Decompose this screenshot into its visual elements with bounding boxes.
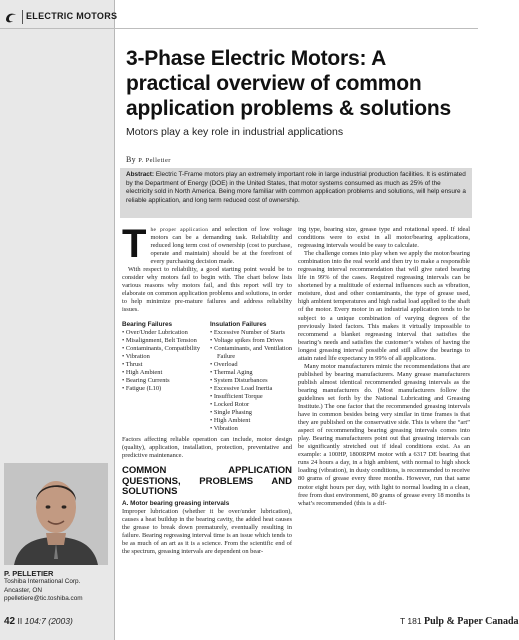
bearing-failures-list [122,321,204,434]
paragraph: Improper lubrication (whether it be over/under lubrication), causes a heat buildup in the bearing cavity, the added heat causes the grease to break down prematurely, eventually resulting in failure. Bearing regreasing interval time is an issue which tends to be as much of an art as it is a science. From the scientific end of the spectrum, greasing intervals are dependent on bear- [122,507,292,556]
list-item: • Bearing Currents [122,376,170,384]
author-company: Toshiba International Corp. [4,578,81,586]
insulation-failures-list [210,321,292,434]
motor-swirl-icon [4,10,18,24]
section-label: ELECTRIC MOTORS [26,11,118,21]
paragraph: Many motor manufacturers mimic the recommendations that are published by bearing manufacturers. Many grease manufacturers publish almost identical recommended greasing intervals as the bearing manufacturers do. (Most manufacturers follow the guidelines set forth by the National Lubricating and Greasing Institute.) The one factor that the recommended greasing intervals have in common besides being very similar in time frames is that they are published on the conservative side. This is where the “art” aspect of recommending bearing greasing intervals comes into play. Bearing manufacturers point out that greasing intervals can be significantly stretched out if ideal conditions exist. As an example: a 100HP, 1800RPM motor with a 6317 DE bearing that runs 24 hours a day, in a high ambient, with normal to high shock loading (vibration), in dusty conditions, is recommended to receive 80 grams of grease every three months. However, run that same motor eight hours per day, with light to normal loading in a clean, free from dust environment, 80 grams of grease every 18 months is what’s recommended (this is a dif- [298,362,470,507]
failure-lists [122,321,292,434]
portrait-illustration [4,463,108,565]
list-item: • High Ambient [122,368,163,376]
article-title: 3-Phase Electric Motors: A practical overview of common application problems & solutions [126,47,451,120]
section-header [0,8,478,28]
drop-cap: T [122,222,147,266]
byline [126,155,171,164]
list-item: • Locked Rotor [210,400,250,408]
list-item: • Overload [210,360,238,368]
author-email: ppelletiere@tic.toshiba.com [4,595,83,603]
right-text-column [298,226,470,508]
list-item: • Thrust [122,360,143,368]
intro-text: and selection of low voltage motors can be a demanding task. Reliability and reduced long term cost of ownership (cost to purchase, operate and maintain) should be at the forefront of every purchasing decision made. [150,226,293,266]
list-item: • Thermal Aging [210,368,253,376]
issue-info: 104:7 (2003) [24,616,73,626]
footer-left [4,616,73,627]
header-rule [0,28,478,29]
author-info [4,570,110,604]
list-item: • Misalignment, Belt Tension [122,336,197,344]
sub-heading: A. Motor bearing greasing intervals [122,499,230,507]
paragraph: Factors affecting reliable operation can include, motor design (quality), application, installation, protection, preventative and predictive maintenance. [122,436,292,460]
intro-smallcaps: he proper application [150,227,209,233]
list-item: • Single Phasing [210,409,253,417]
sidebar-divider [114,0,115,640]
page-code: T 181 [400,616,422,626]
list-item: • Excessive Load Inertia [210,384,273,392]
list-item: • Contaminants, Compatibility [122,344,201,352]
header-separator [22,10,23,24]
footer-separator: II [17,616,23,626]
section-heading: COMMON APPLICATION QUESTIONS, PROBLEMS AND SOLUTIONS [122,465,292,498]
author-name: P. PELLETIER [4,569,54,578]
list-item: • Vibration [122,352,150,360]
publication-name: Pulp & Paper Canada [423,616,519,627]
page-number: 42 [4,616,16,627]
list-title: Insulation Failures [210,320,267,328]
list-item: • Fatigue (L10) [122,384,162,392]
abstract-label: Abstract: [126,171,155,178]
list-item: • Over/Under Lubrication [122,328,188,336]
byline-prefix: By [126,155,136,164]
author-location: Ancaster, ON [4,586,43,594]
abstract-text: Electric T-Frame motors play an extremely important role in large industrial production facilities. It is estimated by the Department of Energy (DOE) in the United States, that motor systems consumed as much as 25% of the electricity sold in North America. Being more familiar with common application problems and solutions, will help ensure a reliable application, and long term reduced cost of ownership. [126,171,466,204]
list-item: • Contaminants, and Ventilation Failure [210,344,292,360]
list-item: • Insufficient Torque [210,392,263,400]
author-portrait-photo [4,463,108,565]
footer-right [400,616,519,627]
list-title: Bearing Failures [122,320,173,328]
left-text-column [122,222,293,556]
paragraph: With respect to reliability, a good starting point would be to consider why motors fail to begin with. The chart below lists various reasons why motors fail, and this report will try to elaborate on common application problems and solutions, in order to help minimize pre-mature failures and address reliability issues. [122,266,292,314]
paragraph: ing type, bearing size, grease type and rotational speed. If ideal conditions were to exist in all motor/bearing applications, regreasing intervals would be easy to calculate. [298,226,470,250]
list-item: • High Ambient [210,417,251,425]
list-item: • System Disturbances [210,376,268,384]
article-subtitle: Motors play a key role in industrial applications [126,126,344,138]
list-item: • Vibration [210,425,238,433]
byline-author: P. Pelletier [138,157,171,164]
abstract-box [120,168,472,218]
list-item: • Voltage spikes from Drives [210,336,284,344]
list-item: • Excessive Number of Starts [210,328,286,336]
page-footer [0,613,519,633]
paragraph: The challenge comes into play when we apply the motor/bearing combination into the real world and then try to make a responsible regreasing interval recommendation that will give rated bearing life in 99% of the cases. Required regreasing intervals can be shortened by a multitude of external influences such as vibration, moisture, dust and other contaminants, the type of grease used, high ambient temperatures and high radial load applied to the shaft of the motor. Every motor in an industrial application tends to be subject to a unique combination of varying degrees of the previously listed factors. This makes it virtually impossible to recommend a blanket regreasing interval that satisfies the bearing’s needs and satisfies the customer’s wishes of having the longest greasing interval possible and still allow the bearings to attain rated life expectancy in 99% of all applications. [298,250,470,362]
intro-paragraph [122,222,293,266]
